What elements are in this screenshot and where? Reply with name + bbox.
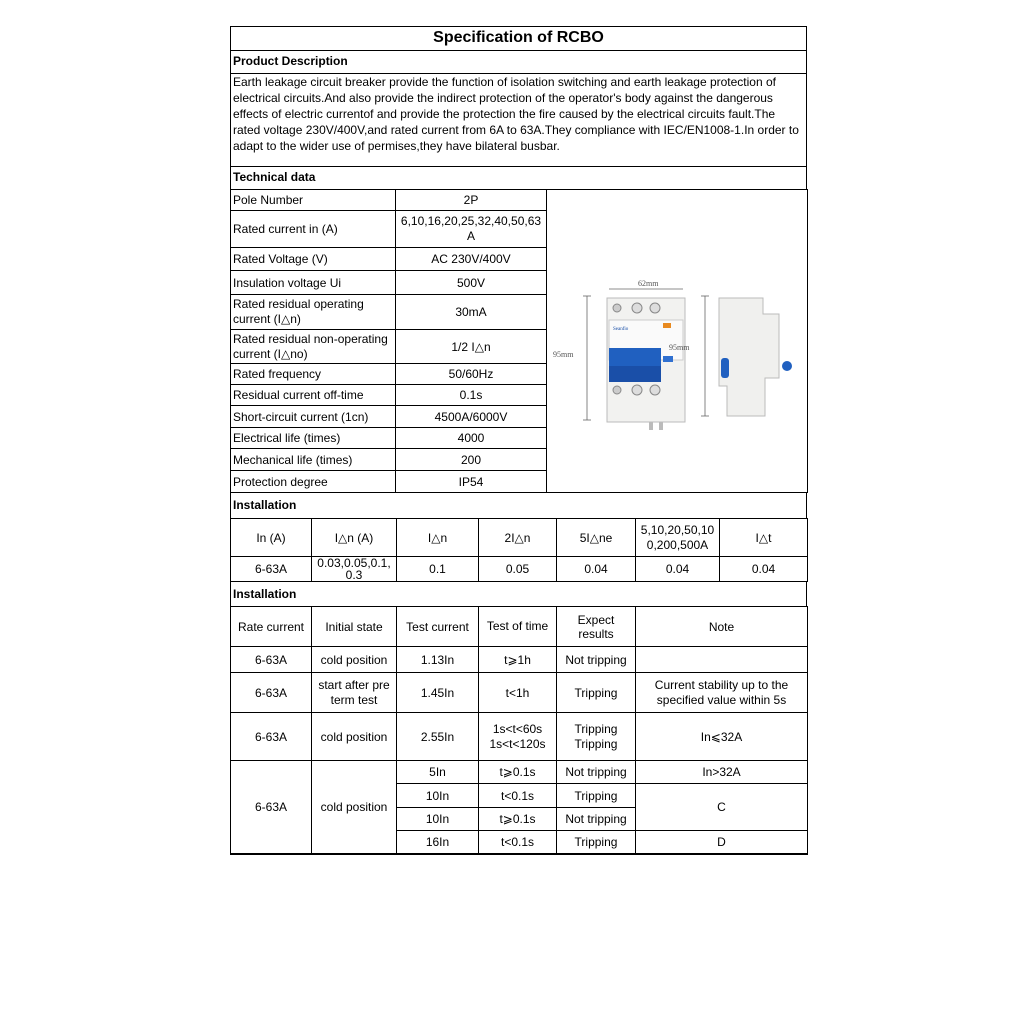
tech-value: 200	[396, 449, 547, 471]
product-image	[547, 190, 806, 493]
technical-data-table	[230, 189, 808, 493]
cell: 0.04	[557, 557, 636, 582]
tech-label: Electrical life (times)	[231, 428, 396, 449]
cell: 6-63A	[231, 761, 312, 854]
column-header: I△n	[397, 519, 479, 557]
tech-label: Mechanical life (times)	[231, 449, 396, 471]
product-description-heading: Product Description	[230, 50, 807, 73]
tech-label: Rated residual operating current (I△n)	[231, 295, 396, 330]
column-header: Initial state	[312, 607, 397, 647]
table-row	[231, 673, 808, 713]
cell: t<1h	[479, 673, 557, 713]
brand-label: Seanfio	[613, 327, 629, 332]
column-header: Expect results	[557, 607, 636, 647]
column-header: Test of time	[479, 607, 557, 647]
cell: Not tripping	[557, 761, 636, 784]
height-dimension-side: 95mm	[669, 343, 690, 352]
cell: Not tripping	[557, 647, 636, 673]
table-row	[231, 647, 808, 673]
cell: 6-63A	[231, 557, 312, 582]
cell: 1s<t<60s 1s<t<120s	[479, 713, 557, 761]
column-header: 5,10,20,50,100,200,500A	[636, 519, 720, 557]
cell: t<0.1s	[479, 784, 557, 808]
tech-value: AC 230V/400V	[396, 248, 547, 271]
cell: Tripping Tripping	[557, 713, 636, 761]
column-header: 2I△n	[479, 519, 557, 557]
cell: Tripping	[557, 831, 636, 854]
tech-value: 4500A/6000V	[396, 406, 547, 428]
cell: 6-63A	[231, 673, 312, 713]
product-description-text: Earth leakage circuit breaker provide the function of isolation switching and earth leakage protection of electrical circuits.And also provide the indirect protection of the operator's body against the dangerous effects of electric currentof and provide the protection the fire caused by the electrical circuits fault.The rated voltage 230V/400V,and rated current from 6A to 63A.They compliance with IEC/EN1008-1.In order to adapt to the wider use of permises,they have bilateral busbar.	[230, 73, 807, 166]
cell: In>32A	[636, 761, 808, 784]
tech-value: 0.1s	[396, 385, 547, 406]
cell: 0.1	[397, 557, 479, 582]
cell: C	[636, 784, 808, 831]
tech-value: 6,10,16,20,25,32,40,50,63A	[396, 211, 547, 248]
tech-value: 4000	[396, 428, 547, 449]
tech-value: 500V	[396, 271, 547, 295]
cell: D	[636, 831, 808, 854]
column-header: In (A)	[231, 519, 312, 557]
cell: 1.45In	[397, 673, 479, 713]
tech-label: Rated current in (A)	[231, 211, 396, 248]
column-header: Note	[636, 607, 808, 647]
product-image-cell	[547, 190, 808, 493]
cell: 0.03,0.05,0.1,0.3	[312, 557, 397, 582]
table-row	[231, 190, 808, 211]
tech-label: Insulation voltage Ui	[231, 271, 396, 295]
technical-data-heading: Technical data	[230, 166, 807, 189]
column-header: Test current	[397, 607, 479, 647]
cell: 1.13In	[397, 647, 479, 673]
tech-label: Pole Number	[231, 190, 396, 211]
installation-table-2	[230, 606, 808, 855]
table-row	[231, 761, 808, 784]
table-header-row	[231, 607, 808, 647]
column-header: Rate current	[231, 607, 312, 647]
installation-heading-1: Installation	[230, 493, 807, 518]
tech-value: 2P	[396, 190, 547, 211]
cell: 2.55In	[397, 713, 479, 761]
tech-value: IP54	[396, 471, 547, 493]
cell: 10In	[397, 808, 479, 831]
rcbo-spec-sheet	[230, 26, 807, 855]
installation-heading-2: Installation	[230, 582, 807, 606]
cell: 0.04	[636, 557, 720, 582]
cell: 0.05	[479, 557, 557, 582]
tech-value: 1/2 I△n	[396, 330, 547, 364]
cell: Tripping	[557, 784, 636, 808]
cell: t<0.1s	[479, 831, 557, 854]
cell: 10In	[397, 784, 479, 808]
cell: 6-63A	[231, 647, 312, 673]
height-dimension-front: 95mm	[553, 350, 574, 359]
tech-label: Rated frequency	[231, 364, 396, 385]
cell	[636, 647, 808, 673]
tech-label: Protection degree	[231, 471, 396, 493]
tech-label: Residual current off-time	[231, 385, 396, 406]
cell: cold position	[312, 713, 397, 761]
table-row	[231, 713, 808, 761]
cell: start after pre term test	[312, 673, 397, 713]
tech-value: 30mA	[396, 295, 547, 330]
column-header: 5I△ne	[557, 519, 636, 557]
page-title: Specification of RCBO	[230, 26, 807, 50]
column-header: I△n (A)	[312, 519, 397, 557]
cell: cold position	[312, 761, 397, 854]
cell: In⩽32A	[636, 713, 808, 761]
tech-label: Rated Voltage (V)	[231, 248, 396, 271]
cell: t⩾1h	[479, 647, 557, 673]
cell: 6-63A	[231, 713, 312, 761]
tech-label: Short-circuit current (1cn)	[231, 406, 396, 428]
cell: t⩾0.1s	[479, 808, 557, 831]
column-header: I△t	[720, 519, 808, 557]
cell: 16In	[397, 831, 479, 854]
width-dimension: 62mm	[638, 279, 659, 288]
table-header-row	[231, 519, 808, 557]
cell: 5In	[397, 761, 479, 784]
cell: Current stability up to the specified value within 5s	[636, 673, 808, 713]
cell: Not tripping	[557, 808, 636, 831]
tech-label: Rated residual non-operating current (I△no)	[231, 330, 396, 364]
cell: cold position	[312, 647, 397, 673]
cell: 0.04	[720, 557, 808, 582]
cell: Tripping	[557, 673, 636, 713]
tech-value: 50/60Hz	[396, 364, 547, 385]
table-row	[231, 557, 808, 582]
cell: t⩾0.1s	[479, 761, 557, 784]
installation-table-1	[230, 518, 808, 582]
